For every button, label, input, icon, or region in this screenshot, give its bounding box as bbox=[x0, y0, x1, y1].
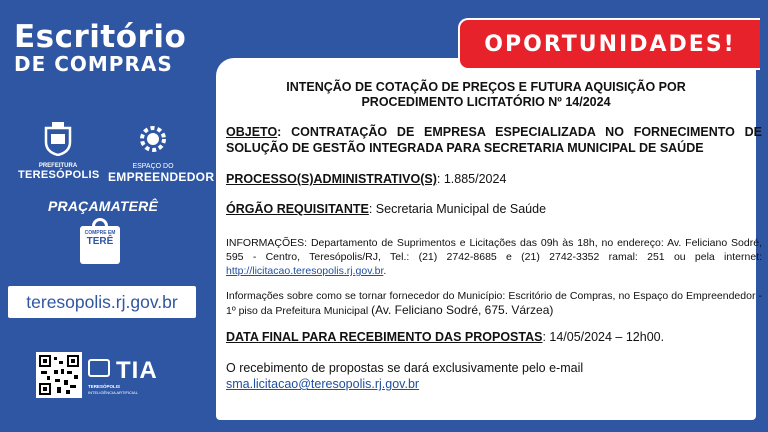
tia-subtitle-1: TERESÓPOLIS bbox=[88, 384, 121, 389]
orgao-line bbox=[226, 202, 546, 216]
data-final-value: : 14/05/2024 – 12h00. bbox=[542, 330, 665, 344]
tia-name: TIA bbox=[116, 357, 158, 384]
fornecedor-address: (Av. Feliciano Sodré, 675. Várzea) bbox=[371, 303, 554, 317]
recebimento-paragraph bbox=[226, 360, 583, 392]
info-paragraph bbox=[226, 236, 762, 278]
data-final-line bbox=[226, 330, 664, 344]
brand-subtitle: DE COMPRAS bbox=[14, 52, 173, 76]
info-text: INFORMAÇÕES: Departamento de Suprimentos e Licitações das 09h às 18h, no endereço: Av. Feliciano Sodré, 595 - Centro, Teresópolis/RJ, Tel.: (21) 2742-8685 e (21) 2742-3352 ramal: 251 ou pela internet: bbox=[226, 237, 762, 263]
qr-code-icon bbox=[39, 355, 79, 395]
website-link[interactable]: teresopolis.rj.gov.br bbox=[8, 286, 196, 318]
heading-line-2: PROCEDIMENTO LICITATÓRIO Nº 14/2024 bbox=[361, 95, 611, 109]
compre-em-tere-logo bbox=[80, 218, 120, 264]
pracamatere-logo: PRAÇAMATERÊ bbox=[47, 198, 159, 214]
gear-icon bbox=[136, 122, 170, 156]
banner-text: OPORTUNIDADES! bbox=[484, 32, 736, 57]
fornecedor-paragraph bbox=[226, 289, 762, 318]
objeto-paragraph bbox=[226, 124, 762, 156]
processo-label: PROCESSO(S)ADMINISTRATIVO(S) bbox=[226, 172, 437, 186]
oportunidades-banner bbox=[458, 18, 760, 70]
processo-line bbox=[226, 172, 506, 186]
data-final-label: DATA FINAL PARA RECEBIMENTO DAS PROPOSTAS bbox=[226, 330, 543, 344]
objeto-label: OBJETO bbox=[226, 125, 278, 139]
orgao-value: : Secretaria Municipal de Saúde bbox=[368, 202, 547, 216]
top-strip bbox=[620, 0, 768, 18]
email-link[interactable]: sma.licitacao@teresopolis.rj.gov.br bbox=[226, 377, 420, 391]
qr-code[interactable] bbox=[36, 352, 82, 398]
sidebar-panel bbox=[0, 0, 215, 432]
crest-icon bbox=[40, 122, 76, 156]
chat-bubble-icon bbox=[88, 359, 110, 377]
notice-card bbox=[216, 58, 762, 420]
prefeitura-logo bbox=[18, 122, 98, 181]
empreendedor-big: EMPREENDEDOR bbox=[108, 170, 215, 184]
objeto-text: : CONTRATAÇÃO DE EMPRESA ESPECIALIZADA NO FORNECIMENTO DE SOLUÇÃO DE GESTÃO INTEGRADA PARA SECRETARIA MUNICIPAL DE SAÚDE bbox=[226, 125, 762, 155]
fornecedor-text: Informações sobre como se tornar fornecedor do Município: Escritório de Compras, no Espaço do Empreendedor - 1º piso da Prefeitura Municipal bbox=[226, 290, 762, 317]
processo-value: : 1.885/2024 bbox=[436, 172, 507, 186]
compre-line2: TERÊ bbox=[86, 236, 114, 247]
prefeitura-city: TERESÓPOLIS bbox=[18, 169, 100, 181]
prefeitura-label: PREFEITURA bbox=[38, 163, 78, 169]
brand-title: Escritório bbox=[14, 19, 187, 55]
heading-line-1: INTENÇÃO DE COTAÇÃO DE PREÇOS E FUTURA AQUISIÇÃO POR bbox=[286, 80, 686, 94]
notice-heading bbox=[226, 80, 746, 110]
recebimento-text: O recebimento de propostas se dará exclusivamente pelo e-mail bbox=[226, 361, 584, 375]
orgao-label: ÓRGÃO REQUISITANTE bbox=[226, 202, 369, 216]
tia-subtitle-2: INTELIGÊNCIA ARTIFICIAL bbox=[88, 390, 138, 395]
empreendedor-logo bbox=[108, 122, 215, 184]
empreendedor-small: ESPAÇO DO bbox=[132, 163, 174, 170]
compre-line1: COMPRE EM bbox=[84, 230, 116, 236]
info-end: . bbox=[383, 265, 387, 277]
licitacao-link[interactable]: http://licitacao.teresopolis.rj.gov.br bbox=[226, 265, 384, 277]
